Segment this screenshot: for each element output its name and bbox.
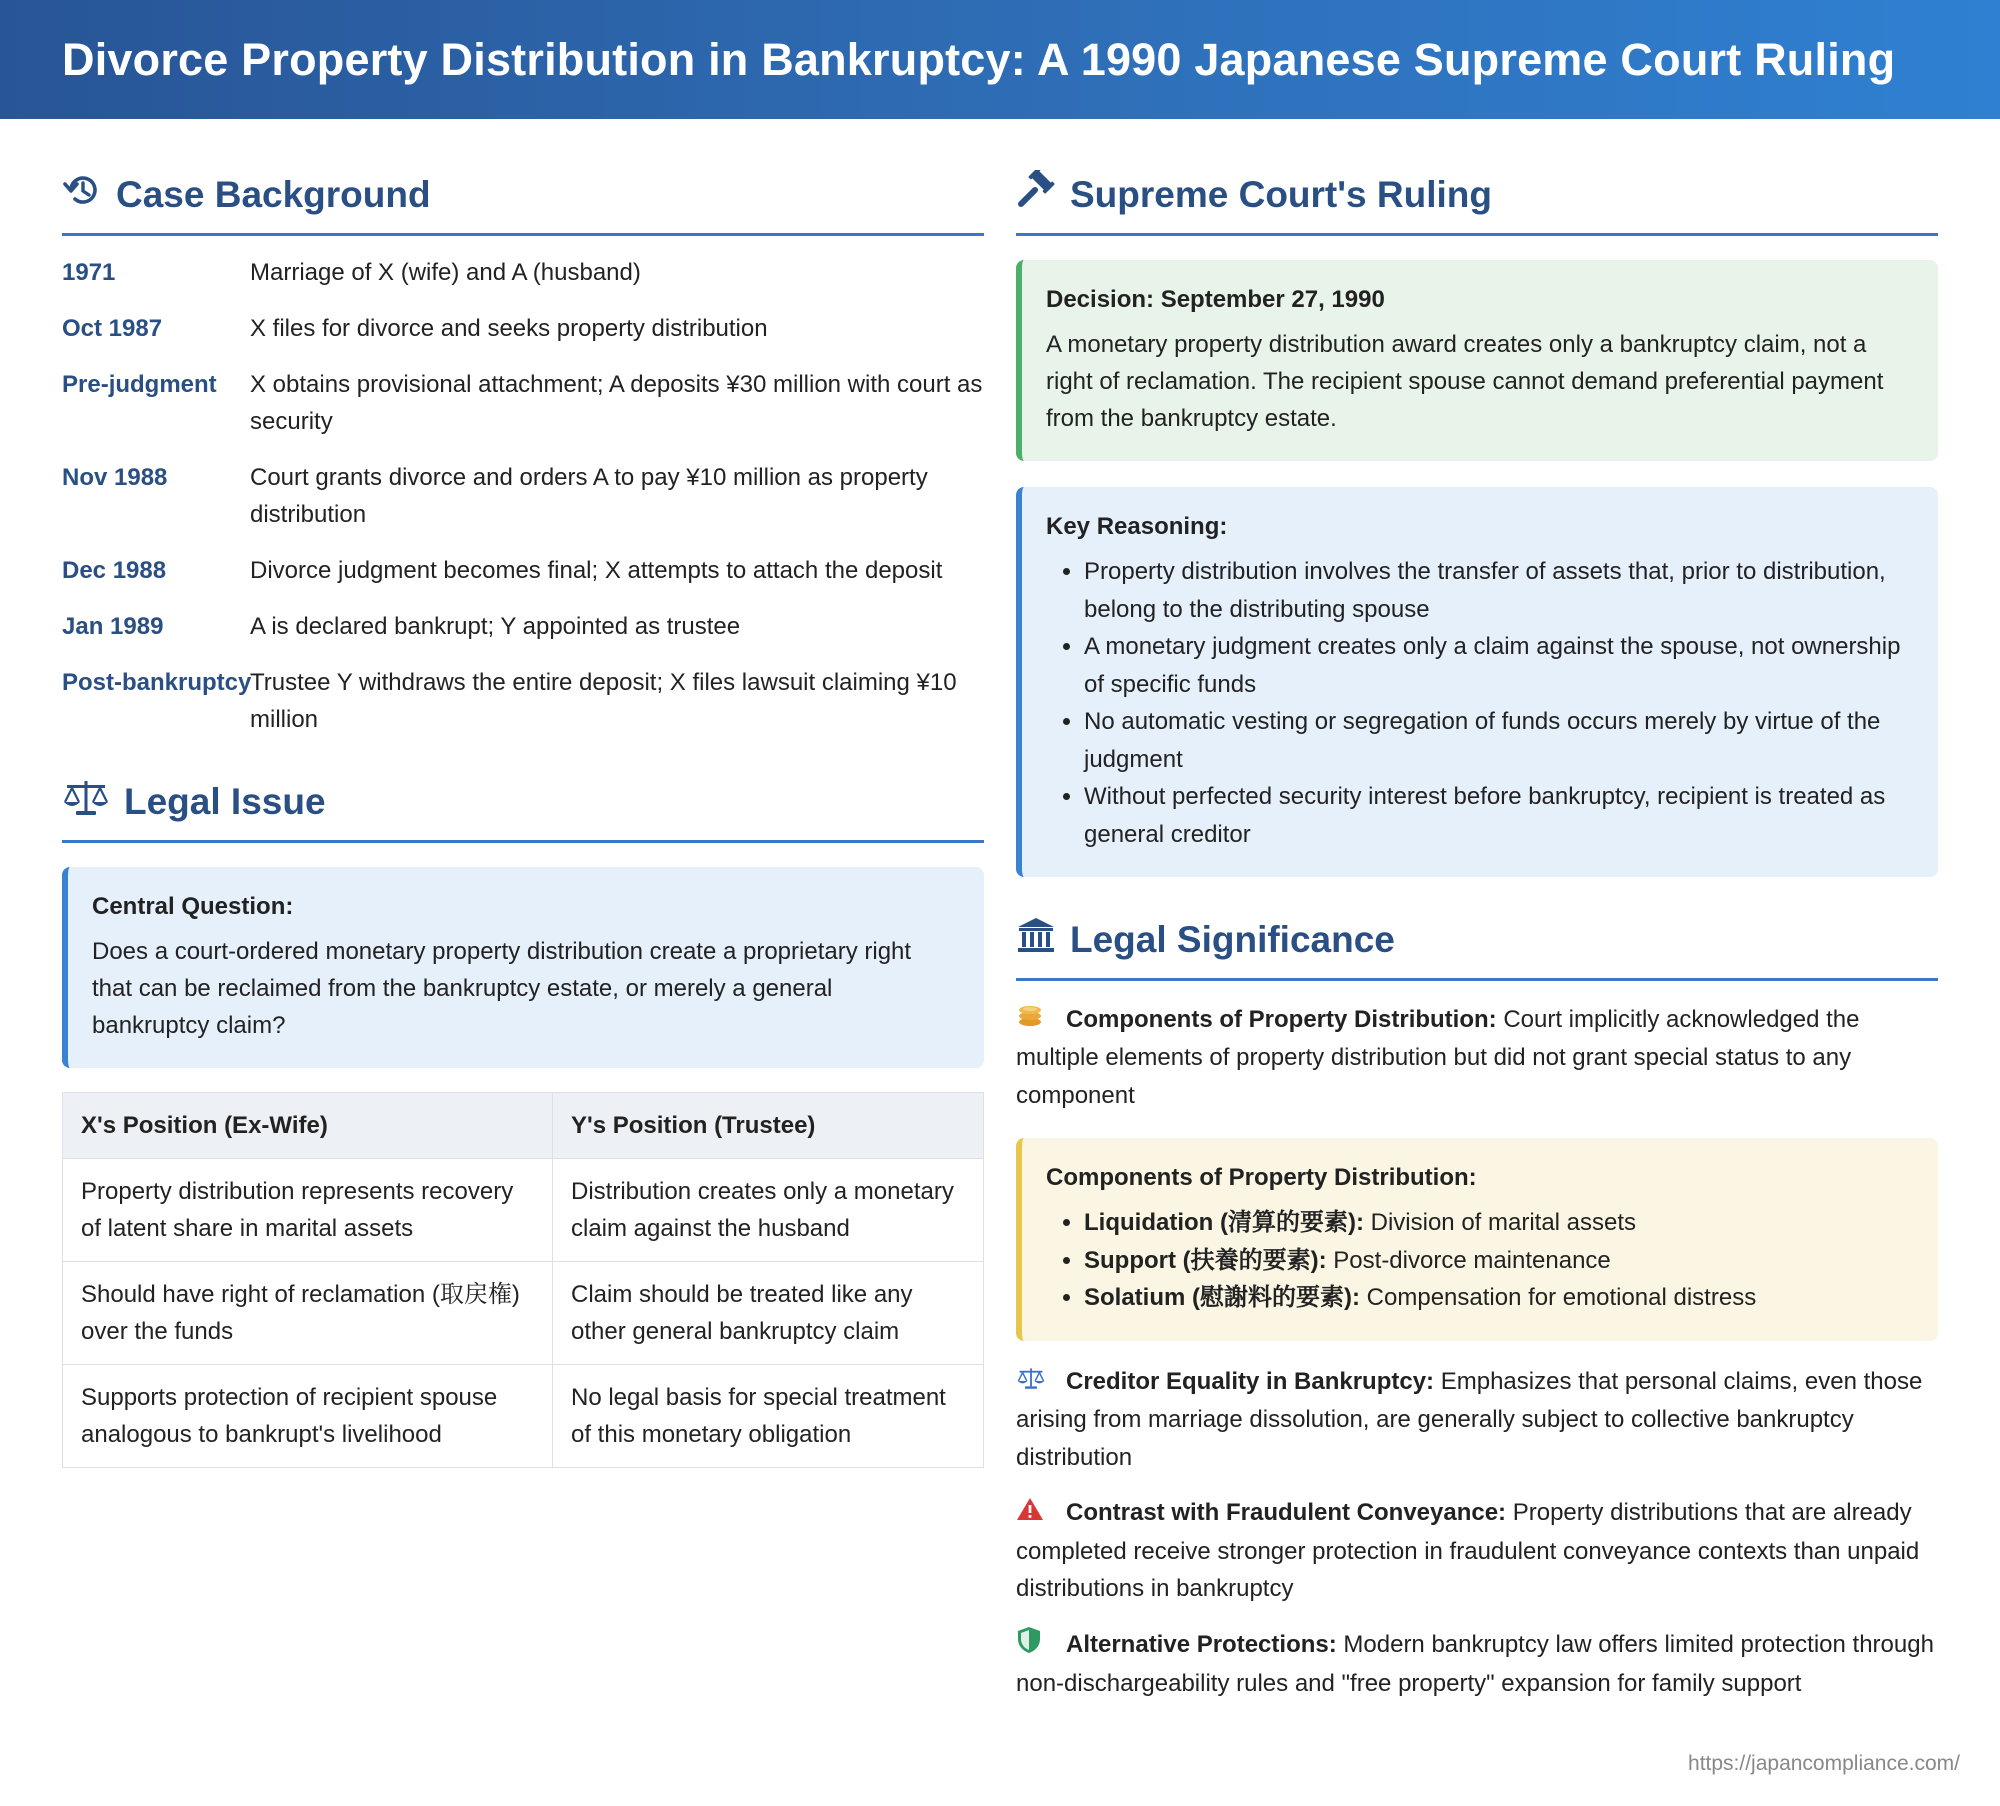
timeline-date: 1971 (62, 259, 116, 286)
case-background-heading (62, 150, 984, 236)
left-column (62, 150, 984, 1468)
history-icon (62, 170, 102, 219)
table-cell: Should have right of reclamation (取戻権) over the funds (63, 1262, 553, 1365)
timeline-text: Divorce judgment becomes final; X attempts to attach the deposit (250, 557, 943, 584)
significance-item (1016, 1494, 1938, 1607)
components-title: Components of Property Distribution: (1046, 1164, 1477, 1192)
components-list (1046, 1204, 1908, 1317)
column-header: X's Position (Ex-Wife) (63, 1093, 553, 1159)
significance-item-title: Contrast with Fraudulent Conveyance: (1066, 1499, 1507, 1527)
scales-icon (1016, 1364, 1044, 1402)
timeline-text: Trustee Y withdraws the entire deposit; X files lawsuit claiming ¥10 million (250, 669, 957, 733)
significance-item-text: Court implicitly acknowledged the multiple elements of property distribution but did not grant special status to any component (1016, 1006, 1860, 1109)
gavel-icon (1016, 170, 1056, 219)
key-reasoning-title: Key Reasoning: (1046, 513, 1228, 540)
warning-icon (1016, 1495, 1044, 1533)
component-text: Compensation for emotional distress (1360, 1284, 1757, 1312)
list-item (1084, 1204, 1908, 1242)
timeline-item (62, 552, 984, 589)
components-callout (1016, 1138, 1938, 1341)
significance-item-text: Property distributions that are already completed receive stronger protection in fraudulent conveyance contexts than unpaid distributions in bankruptcy (1016, 1499, 1920, 1603)
table-cell: Claim should be treated like any other general bankruptcy claim (553, 1262, 984, 1365)
positions-table (62, 1092, 984, 1468)
section-heading-text: Legal Issue (124, 780, 326, 822)
significance-item-text: Emphasizes that personal claims, even those arising from marriage dissolution, are generally subject to collective bankruptcy distribution (1016, 1367, 1923, 1471)
significance-item-text: Modern bankruptcy law offers limited protection through non-dischargeability rules and "free property" expansion for family support (1016, 1630, 1934, 1698)
coins-icon (1016, 1002, 1044, 1040)
source-url[interactable]: https://japancompliance.com/ (1688, 1752, 1960, 1775)
timeline-text: X files for divorce and seeks property distribution (250, 315, 768, 342)
component-text: Post-divorce maintenance (1326, 1246, 1611, 1274)
section-heading-text: Legal Significance (1070, 918, 1395, 960)
timeline-item (62, 608, 984, 645)
timeline-item (62, 310, 984, 347)
key-reasoning-callout (1016, 487, 1938, 877)
shield-icon (1016, 1626, 1044, 1666)
timeline-text: Court grants divorce and orders A to pay ¥10 million as property distribution (250, 464, 928, 528)
list-item: • No automatic vesting or segregation of funds occurs merely by virtue of the judgment (1084, 703, 1908, 778)
table-row (63, 1159, 984, 1262)
page-title: Divorce Property Distribution in Bankruptcy: A 1990 Japanese Supreme Court Ruling (62, 33, 1896, 85)
component-text: Division of marital assets (1363, 1209, 1637, 1237)
significance-item-title: Components of Property Distribution: (1066, 1006, 1497, 1033)
significance-item-title: Alternative Protections: (1066, 1630, 1337, 1658)
component-label: Support (扶養的要素): (1084, 1246, 1327, 1274)
timeline-text: A is declared bankrupt; Y appointed as trustee (250, 613, 741, 640)
timeline-date: Pre-judgment (62, 371, 217, 398)
central-question-title: Central Question: (92, 893, 294, 920)
legal-significance-heading (1016, 895, 1938, 981)
significance-item (1016, 1363, 1938, 1476)
timeline-item (62, 366, 984, 440)
central-question-text: Does a court-ordered monetary property distribution create a proprietary right that can be reclaimed from the bankruptcy estate, or merely a general bankruptcy claim? (92, 938, 912, 1039)
column-header: Y's Position (Trustee) (553, 1093, 984, 1159)
list-item: • Property distribution involves the transfer of assets that, prior to distribution, belong to the distributing spouse (1084, 553, 1908, 628)
central-question-callout (62, 867, 984, 1068)
timeline-item (62, 459, 984, 533)
timeline-date: Oct 1987 (62, 315, 163, 342)
timeline-date: Post-bankruptcy (62, 669, 252, 696)
table-cell: Supports protection of recipient spouse analogous to bankrupt's livelihood (63, 1365, 553, 1468)
timeline-text: X obtains provisional attachment; A deposits ¥30 million with court as security (250, 371, 983, 435)
list-item (1084, 1279, 1908, 1317)
timeline-date: Nov 1988 (62, 464, 168, 491)
list-item: • A monetary judgment creates only a claim against the spouse, not ownership of specific funds (1084, 628, 1908, 703)
table-header-row (63, 1093, 984, 1159)
decision-callout (1016, 260, 1938, 461)
ruling-heading (1016, 150, 1938, 236)
legal-issue-heading (62, 757, 984, 843)
table-cell: No legal basis for special treatment of this monetary obligation (553, 1365, 984, 1468)
key-reasoning-list (1046, 553, 1908, 853)
section-heading-text: Case Background (116, 173, 431, 215)
timeline-date: Dec 1988 (62, 557, 167, 584)
bank-building-icon (1016, 915, 1056, 964)
table-row (63, 1262, 984, 1365)
timeline-text: Marriage of X (wife) and A (husband) (250, 259, 641, 286)
significance-item (1016, 1626, 1938, 1703)
significance-item-title: Creditor Equality in Bankruptcy: (1066, 1367, 1435, 1395)
table-cell: Property distribution represents recovery of latent share in marital assets (63, 1159, 553, 1262)
component-label: Solatium (慰謝料的要素): (1084, 1284, 1360, 1312)
timeline (62, 254, 984, 738)
timeline-item (62, 664, 984, 738)
right-column (1016, 150, 1938, 1703)
significance-item (1016, 1001, 1938, 1114)
page-header (0, 0, 2000, 119)
component-label: Liquidation (清算的要素): (1084, 1209, 1364, 1237)
section-heading-text: Supreme Court's Ruling (1070, 173, 1492, 215)
timeline-date: Jan 1989 (62, 613, 164, 640)
scales-icon (62, 777, 110, 826)
list-item (1084, 1242, 1908, 1280)
list-item: • Without perfected security interest before bankruptcy, recipient is treated as general creditor (1084, 778, 1908, 853)
table-cell: Distribution creates only a monetary claim against the husband (553, 1159, 984, 1262)
decision-text: A monetary property distribution award creates only a bankruptcy claim, not a right of reclamation. The recipient spouse cannot demand preferential payment from the bankruptcy estate. (1046, 331, 1884, 432)
table-row (63, 1365, 984, 1468)
timeline-item (62, 254, 984, 291)
decision-title: Decision: September 27, 1990 (1046, 286, 1385, 313)
